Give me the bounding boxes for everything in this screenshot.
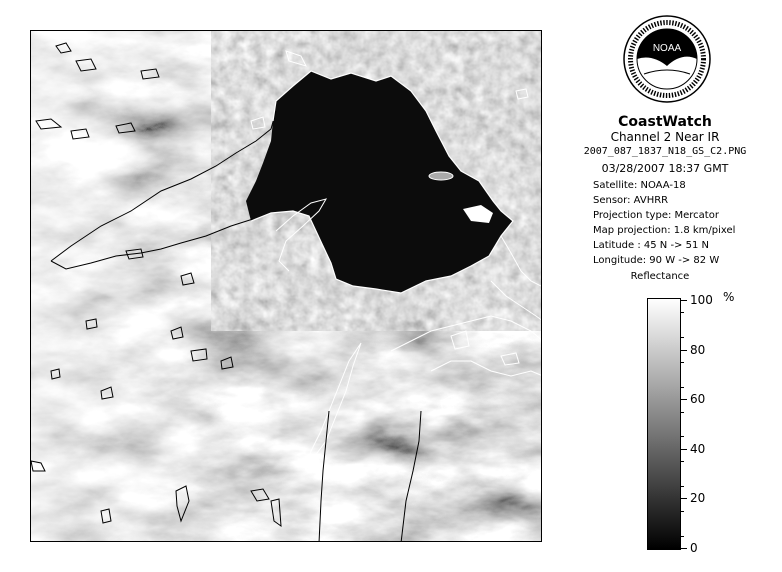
map-projection-label: Map projection: 1.8 km/pixel [593,225,736,236]
satellite-label: Satellite: NOAA-18 [593,180,686,191]
projection-type-label: Projection type: Mercator [593,210,719,221]
sensor-label: Sensor: AVHRR [593,195,669,206]
colorbar-minor-tick [681,436,684,437]
colorbar-tick-label: 100 [690,293,713,307]
colorbar-tick [681,548,687,549]
colorbar-tick-label: 0 [690,541,698,555]
colorbar-tick [681,350,687,351]
isle-royale [429,172,453,180]
colorbar-tick-label: 20 [690,491,706,506]
colorbar-unit: % [723,290,735,304]
satellite-map [31,31,542,542]
satellite-image [30,30,542,542]
colorbar-minor-tick [681,362,684,363]
colorbar-tick [681,449,687,450]
longitude-label: Longitude: 90 W -> 82 W [593,255,720,266]
channel-label: Channel 2 Near IR [610,130,720,144]
colorbar-title: Reflectance [630,271,690,282]
colorbar-tick [681,300,687,301]
colorbar-tick-label: 60 [690,392,706,407]
colorbar-minor-tick [681,536,684,537]
colorbar-tick-label: 80 [690,342,706,357]
noaa-logo [622,14,712,104]
colorbar-minor-tick [681,511,684,512]
brand-title: CoastWatch [618,114,712,130]
colorbar-tick-label: 40 [690,441,706,456]
colorbar-minor-tick [681,412,684,413]
colorbar-minor-tick [681,486,684,487]
colorbar-tick [681,399,687,400]
colorbar-tick [681,498,687,499]
latitude-label: Latitude : 45 N -> 51 N [593,240,709,251]
filename-label: 2007_087_1837_N18_GS_C2.PNG [583,146,747,157]
reflectance-colorbar [647,298,681,550]
colorbar-minor-tick [681,312,684,313]
colorbar-minor-tick [681,337,684,338]
svg-text:NOAA: NOAA [652,43,682,54]
colorbar-minor-tick [681,387,684,388]
datetime-label: 03/28/2007 18:37 GMT [601,162,729,175]
colorbar-minor-tick [681,461,684,462]
